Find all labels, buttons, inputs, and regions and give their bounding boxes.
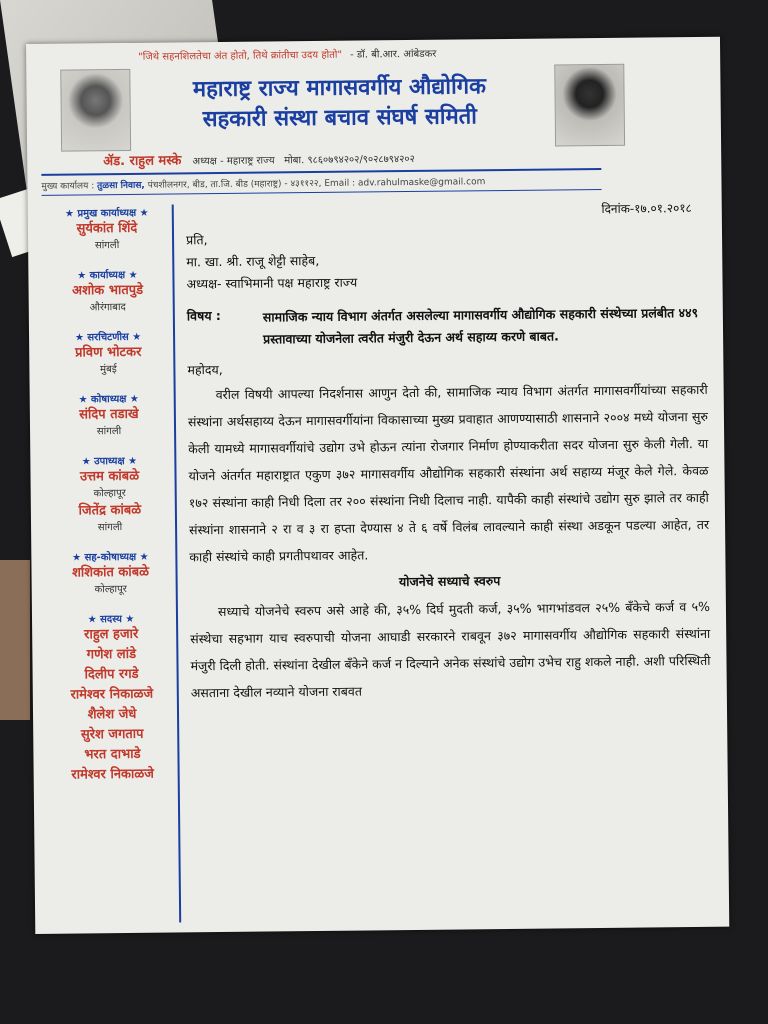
office-email: Email : adv.rahulmaske@gmail.com — [324, 177, 486, 189]
subject-block — [187, 302, 707, 351]
member-place: कोल्हापूर — [93, 487, 126, 500]
recipient-role: अध्यक्ष- स्वाभिमानी पक्ष महाराष्ट्र राज्य — [186, 274, 358, 292]
recipient-label: प्रति, — [185, 232, 208, 248]
member-name: रामेश्वर निकाळजे — [70, 686, 154, 703]
letter-date: दिनांक-१७.०१.२०१८ — [601, 201, 692, 216]
letterhead-quote — [138, 46, 436, 63]
member-place: सांगली — [94, 240, 120, 252]
advocate-role: अध्यक्ष - महाराष्ट्र राज्य — [192, 155, 275, 168]
quote-text: "जिथे सहनशिलतेचा अंत होतो, तिथे क्रांतीचा उदय होतो" — [138, 49, 343, 63]
subject-text: सामाजिक न्याय विभाग अंतर्गत असलेल्या मागासवर्गीय औद्योगिक सहकारी संस्थेच्या प्रलंबीत ४४९ प्रस्तावाच्या योजनेला त्वरीत मंजुरी देऊन अर्थ सहाय्य करणे बाबत. — [262, 304, 699, 347]
sidebar-section — [44, 452, 175, 535]
portrait-photo-left — [60, 69, 131, 152]
member-name: अशोक भातपुडे — [72, 282, 144, 299]
member-name: गणेश लांडे — [86, 646, 137, 663]
sidebar-section-title: ★ उपाध्यक्ष ★ — [81, 455, 138, 468]
member-place: सांगली — [96, 426, 122, 438]
salutation: महोदय, — [187, 361, 223, 378]
member-name: राहुल हजारे — [84, 626, 139, 643]
member-name: सुर्यकांत शिंदे — [76, 220, 138, 237]
member-name: शशिकांत कांबळे — [71, 564, 150, 581]
organization-name-line2: सहकारी संस्था बचाव संघर्ष समिती — [202, 103, 478, 133]
letter-body — [186, 199, 711, 706]
sidebar-section-title: ★ सह-कोषाध्यक्ष ★ — [72, 551, 149, 564]
body-paragraph-2: सध्याचे योजनेचे स्वरुप असे आहे की, ३५% दिर्घ मुदती कर्ज, ३५% भागभांडवल २५% बँकेचे कर्ज व ५% संस्थेचा सहभाग याच स्वरुपाची योजना आघाडी सरकारने राबवून ३७२ मागासवर्गीय औद्योगिक सहकारी संस्थांना मंजुरी दिली होती. संस्थांना देखील बँकेने कर्ज न दिल्याने अनेक संस्थांचे उद्योग उभेच राहु शकले नाही. अशी परिस्थिती असताना देखील नव्याने योजना राबवत — [190, 598, 711, 701]
member-place: औरंगाबाद — [89, 301, 126, 314]
portrait-photo-right — [554, 64, 625, 147]
member-name: दिलीप रगडे — [84, 666, 139, 683]
member-name: उत्तम कांबळे — [79, 468, 140, 485]
sidebar-section-title: ★ प्रमुख कार्याध्यक्ष ★ — [64, 207, 149, 220]
committee-sidebar — [42, 204, 182, 923]
recipient-name: मा. खा. श्री. राजू शेट्टी साहेब, — [186, 252, 320, 270]
member-name: जितेंद्र कांबळे — [78, 502, 142, 519]
sidebar-section-title: ★ कोषाध्यक्ष ★ — [78, 393, 139, 406]
letterhead-contact — [103, 148, 415, 169]
background-card — [0, 560, 30, 720]
member-place: सांगली — [97, 522, 123, 534]
sidebar-section — [44, 390, 174, 439]
sidebar-section — [43, 328, 173, 377]
member-place: मुंबई — [100, 364, 117, 376]
section-heading: योजनेचे सध्याचे स्वरुप — [398, 573, 501, 590]
office-name: तुळसा निवास, — [97, 180, 145, 192]
sidebar-section-title: ★ सदस्य ★ — [87, 613, 135, 626]
organization-name — [134, 71, 545, 135]
organization-name-line1: महाराष्ट्र राज्य मागासवर्गीय औद्योगिक — [192, 73, 487, 103]
body-paragraph-1: वरील विषयी आपल्या निदर्शनास आणुन देतो की, सामाजिक न्याय विभाग अंतर्गत मागासवर्गीयांच्या सहकारी संस्थांना अर्थसहाय्य देऊन मागासवर्गीयांना विकासाच्या मुख्य प्रवाहात आणण्यासाठी शासनाने २००४ मध्ये योजना सुरु केली यामध्ये मागासवर्गीयांचे उद्योग उभे होऊन त्यांना रोजगार निर्माण होण्याकरीता सदर योजना सुरु केली गेली. या योजने अंतर्गत महाराष्ट्रात एकुण ३७२ मागासवर्गीय औद्योगिक सहकारी संस्थांना अर्थ सहाय्य मंजूर केले गेले. केवळ १७२ संस्थांना काही निधी दिला तर २०० संस्थांना निधी दिलाच नाही. यापैकी काही संस्थांचे उद्योग सुरु झाले तर काही संस्थांना शासनाने २ रा व ३ रा हप्ता देण्यास ४ ते ६ वर्षे विलंब लावल्याने काही संस्था अडकून पडल्या आहेत, तर काही संस्थांचे काही प्रगतीपथावर आहेत. — [187, 381, 710, 565]
office-address: पंचशीलनगर, बीड, ता.जि. बीड (महाराष्ट्र) - ४३११२२, — [147, 178, 322, 191]
member-place: कोल्हापूर — [94, 583, 127, 596]
sidebar-section — [42, 266, 172, 315]
letter-sheet — [26, 37, 729, 934]
member-name: प्रविण भोटकर — [75, 344, 142, 361]
member-name: शैलेश जेधे — [87, 706, 137, 723]
office-label: मुख्य कार्यालय : — [41, 181, 95, 192]
member-name: रामेश्वर निकाळजे — [71, 766, 154, 783]
subject-label: विषय : — [186, 307, 221, 324]
member-name: संदिप तडाखे — [79, 406, 139, 423]
address-bar — [41, 168, 601, 196]
sidebar-section — [45, 548, 175, 597]
quote-author: - डॉ. बी.आर. आंबेडकर — [350, 48, 437, 61]
sidebar-section — [42, 204, 172, 253]
member-name: भरत दाभाडे — [84, 746, 141, 763]
mobile-number: मोबा. ९८६०७९४२०२/९०२८७९४२०२ — [284, 153, 415, 167]
sidebar-section-title: ★ सरचिटणीस ★ — [74, 331, 142, 344]
sidebar-section-title: ★ कार्याध्यक्ष ★ — [77, 269, 138, 282]
sidebar-section — [46, 610, 178, 785]
member-name: सुरेश जगताप — [80, 726, 144, 743]
advocate-name: ॲड. राहुल मस्के — [103, 153, 182, 170]
